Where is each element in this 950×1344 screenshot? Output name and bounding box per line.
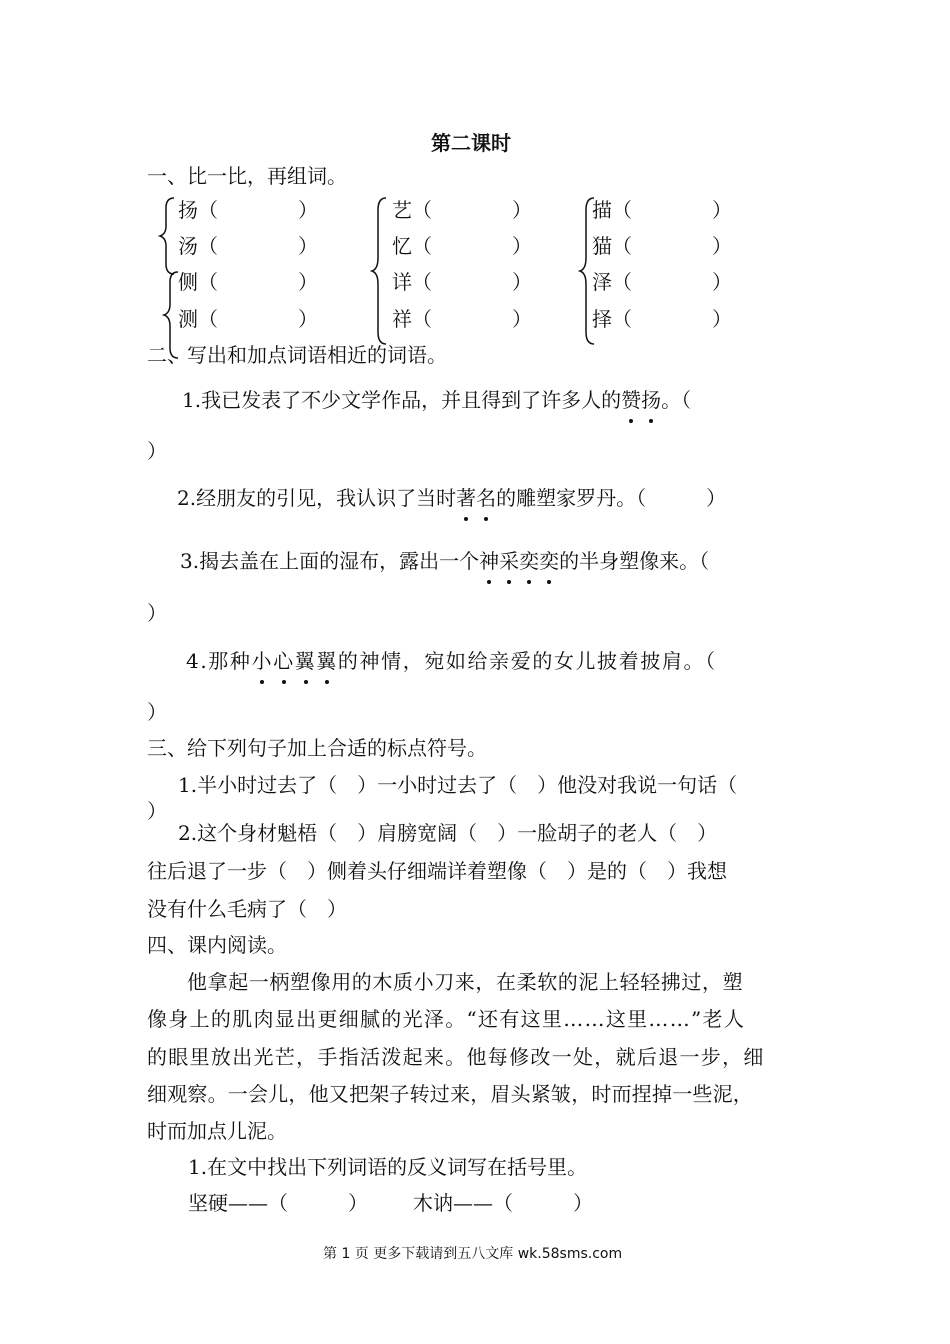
word-item: 详（ ） (392, 270, 532, 294)
word-item: 忆（ ） (392, 234, 532, 258)
dotted-char: 翼 (316, 649, 338, 673)
answer-close: ） (147, 601, 167, 625)
punct-line: 1.半小时过去了（ ）一小时过去了（ ）他没对我说一句话（ (178, 773, 738, 797)
question-text: 的神情，宛如给亲爱的女儿披着披肩。（ (337, 649, 717, 673)
reading-paragraph-line: 他拿起一柄塑像用的木质小刀来，在柔软的泥上轻轻拂过，塑 (187, 970, 744, 994)
word-item: 祥（ ） (392, 307, 532, 331)
word-item: 描（ ） (592, 198, 732, 222)
brace-icon (158, 196, 178, 276)
punct-line: 没有什么毛病了（ ） (147, 897, 347, 921)
section-1-heading: 一、比一比，再组词。 (147, 164, 347, 188)
section-4-heading: 四、课内阅读。 (147, 933, 287, 957)
word-item: 汤（ ） (178, 234, 318, 258)
question-4 (186, 647, 717, 675)
page-footer: 第 1 页 更多下载请到五八文库 wk.58sms.com (323, 1246, 623, 1262)
word-item: 泽（ ） (592, 270, 732, 294)
word-item: 择（ ） (592, 307, 732, 331)
question-3 (180, 547, 709, 575)
question-2 (177, 484, 726, 512)
brace-icon (370, 196, 390, 346)
reading-question-1: 1.在文中找出下列词语的反义词写在括号里。 (188, 1155, 588, 1179)
dotted-char: 奕 (519, 549, 540, 573)
page-title: 第二课时 (431, 131, 511, 155)
punct-line: 往后退了一步（ ）侧着头仔细端详着塑像（ ）是的（ ）我想 (147, 859, 727, 883)
section-3-heading: 三、给下列句子加上合适的标点符号。 (147, 736, 487, 760)
punct-line: 2.这个身材魁梧（ ）肩膀宽阔（ ）一脸胡子的老人（ ） (178, 821, 718, 845)
word-item: 侧（ ） (178, 270, 318, 294)
reading-paragraph-line: 的眼里放出光芒，手指活泼起来。他每修改一处，就后退一步，细 (147, 1045, 765, 1069)
question-text: 。（ (661, 388, 692, 412)
dotted-char: 赞 (621, 388, 642, 412)
reading-paragraph-line: 时而加点儿泥。 (147, 1119, 287, 1143)
dotted-char: 翼 (294, 649, 317, 673)
dotted-char: 扬 (641, 388, 662, 412)
dotted-char: 采 (499, 549, 520, 573)
question-text: 的雕塑家罗丹。（ ） (496, 486, 727, 510)
question-text: 2.经朋友的引见，我认识了当时 (177, 486, 457, 510)
punct-line: ） (147, 799, 167, 823)
antonym-answer: 坚硬——（ ） (188, 1191, 368, 1215)
dotted-char: 小 (251, 649, 274, 673)
answer-close: ） (147, 700, 167, 724)
dotted-char: 神 (479, 549, 500, 573)
answer-close: ） (147, 439, 167, 463)
question-text: 4.那种 (186, 649, 252, 673)
question-text: 的半身塑像来。（ (559, 549, 710, 573)
word-item: 扬（ ） (178, 198, 318, 222)
reading-paragraph-line: 像身上的肌肉显出更细腻的光泽。“还有这里……这里……”老人 (147, 1007, 746, 1031)
question-1 (182, 386, 691, 414)
dotted-char: 名 (476, 486, 497, 510)
section-2-heading: 二、写出和加点词语相近的词语。 (147, 343, 447, 367)
word-item: 测（ ） (178, 307, 318, 331)
dotted-char: 心 (273, 649, 295, 673)
antonym-answer: 木讷——（ ） (413, 1191, 593, 1215)
question-text: 3.揭去盖在上面的湿布，露出一个 (180, 549, 480, 573)
dotted-char: 著 (456, 486, 477, 510)
question-text: 1.我已发表了不少文学作品，并且得到了许多人的 (182, 388, 622, 412)
word-item: 艺（ ） (392, 198, 532, 222)
word-item: 猫（ ） (592, 234, 732, 258)
reading-paragraph-line: 细观察。一会儿，他又把架子转过来，眉头紧皱，时而捏掉一些泥， (147, 1082, 753, 1106)
dotted-char: 奕 (539, 549, 560, 573)
